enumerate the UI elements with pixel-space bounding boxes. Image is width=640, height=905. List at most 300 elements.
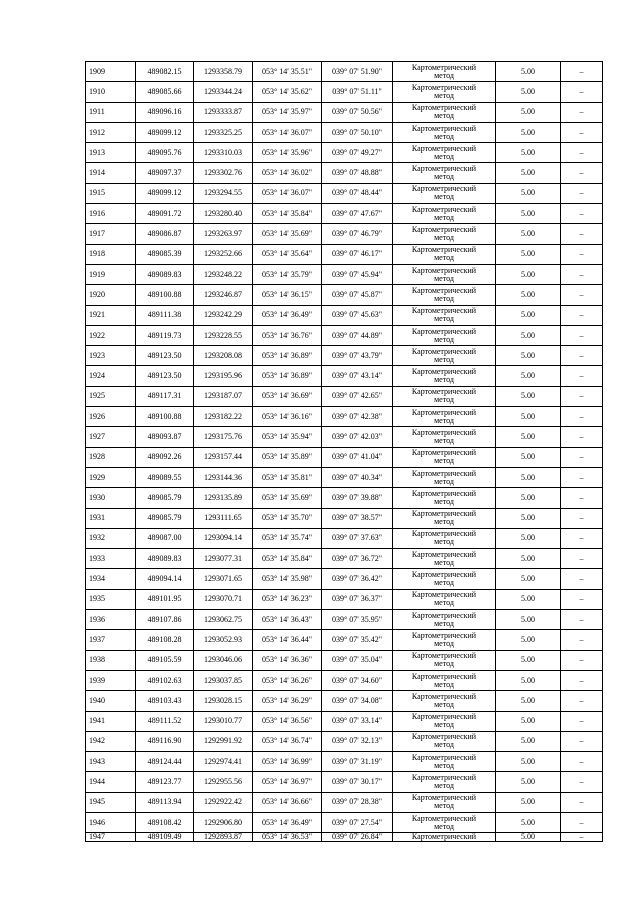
note-cell: –: [561, 102, 603, 122]
note-cell: –: [561, 691, 603, 711]
point-number-cell: 1935: [86, 589, 136, 609]
x-coordinate-cell: 489085.39: [136, 244, 194, 264]
x-coordinate-cell: 489119.73: [136, 325, 194, 345]
accuracy-cell: 5.00: [496, 427, 561, 447]
point-number-cell: 1924: [86, 366, 136, 386]
latitude-cell: 053° 14' 36.36": [253, 650, 322, 670]
method-label-line2: метод: [434, 638, 454, 648]
longitude-cell: 039° 07' 28.38": [322, 792, 393, 812]
y-coordinate-cell: 1293052.93: [194, 630, 253, 650]
y-coordinate-cell: 1293037.85: [194, 670, 253, 690]
note-cell: –: [561, 792, 603, 812]
accuracy-cell: 5.00: [496, 386, 561, 406]
y-coordinate-cell: 1293182.22: [194, 407, 253, 427]
method-label-line2: метод: [434, 233, 454, 243]
method-label-line2: метод: [434, 395, 454, 405]
x-coordinate-cell: 489082.15: [136, 62, 194, 82]
point-number-cell: 1911: [86, 102, 136, 122]
accuracy-cell: 5.00: [496, 610, 561, 630]
longitude-cell: 039° 07' 50.56": [322, 102, 393, 122]
x-coordinate-cell: 489100.88: [136, 285, 194, 305]
method-label-line2: метод: [434, 598, 454, 608]
latitude-cell: 053° 14' 35.64": [253, 244, 322, 264]
method-label-line2: метод: [434, 192, 454, 202]
longitude-cell: 039° 07' 33.14": [322, 711, 393, 731]
method-label-line1: Картометрический: [411, 832, 477, 842]
method-label-line1: Картометрический: [411, 82, 477, 92]
longitude-cell: 039° 07' 36.72": [322, 549, 393, 569]
y-coordinate-cell: 1293111.65: [194, 508, 253, 528]
latitude-cell: 053° 14' 36.07": [253, 122, 322, 142]
longitude-cell: 039° 07' 34.60": [322, 670, 393, 690]
y-coordinate-cell: 1293248.22: [194, 264, 253, 284]
latitude-cell: 053° 14' 36.44": [253, 630, 322, 650]
accuracy-cell: 5.00: [496, 630, 561, 650]
latitude-cell: 053° 14' 36.69": [253, 386, 322, 406]
note-cell: –: [561, 244, 603, 264]
accuracy-cell: 5.00: [496, 183, 561, 203]
longitude-cell: 039° 07' 38.57": [322, 508, 393, 528]
y-coordinate-cell: 1293325.25: [194, 122, 253, 142]
table-row: [86, 62, 603, 82]
method-cell: [393, 386, 496, 406]
method-label-line2: метод: [434, 375, 454, 385]
method-cell: [393, 285, 496, 305]
latitude-cell: 053° 14' 35.97": [253, 102, 322, 122]
table-row: [86, 630, 603, 650]
latitude-cell: 053° 14' 35.89": [253, 447, 322, 467]
method-cell: [393, 589, 496, 609]
y-coordinate-cell: 1292922.42: [194, 792, 253, 812]
latitude-cell: 053° 14' 36.74": [253, 731, 322, 751]
method-label-line1: Картометрический: [411, 184, 477, 194]
note-cell: –: [561, 427, 603, 447]
longitude-cell: 039° 07' 49.27": [322, 143, 393, 163]
x-coordinate-cell: 489123.50: [136, 366, 194, 386]
method-cell: [393, 102, 496, 122]
x-coordinate-cell: 489092.26: [136, 447, 194, 467]
y-coordinate-cell: 1293263.97: [194, 224, 253, 244]
latitude-cell: 053° 14' 35.96": [253, 143, 322, 163]
table-row: [86, 224, 603, 244]
method-label-line1: Картометрический: [411, 204, 477, 214]
point-number-cell: 1939: [86, 670, 136, 690]
table-row: [86, 772, 603, 792]
note-cell: –: [561, 163, 603, 183]
note-cell: –: [561, 62, 603, 82]
latitude-cell: 053° 14' 36.15": [253, 285, 322, 305]
longitude-cell: 039° 07' 51.90": [322, 62, 393, 82]
y-coordinate-cell: 1293344.24: [194, 82, 253, 102]
y-coordinate-cell: 1293062.75: [194, 610, 253, 630]
accuracy-cell: 5.00: [496, 772, 561, 792]
y-coordinate-cell: 1293094.14: [194, 528, 253, 548]
method-label-line1: Картометрический: [411, 813, 477, 823]
point-number-cell: 1916: [86, 204, 136, 224]
accuracy-cell: 5.00: [496, 691, 561, 711]
latitude-cell: 053° 14' 36.53": [253, 833, 322, 842]
latitude-cell: 053° 14' 36.16": [253, 407, 322, 427]
y-coordinate-cell: 1293144.36: [194, 467, 253, 487]
note-cell: –: [561, 528, 603, 548]
x-coordinate-cell: 489124.44: [136, 752, 194, 772]
table-row: [86, 244, 603, 264]
point-number-cell: 1940: [86, 691, 136, 711]
accuracy-cell: 5.00: [496, 122, 561, 142]
note-cell: –: [561, 386, 603, 406]
method-label-line2: метод: [434, 70, 454, 80]
method-label-line1: Картометрический: [411, 752, 477, 762]
method-label-line2: метод: [434, 253, 454, 263]
accuracy-cell: 5.00: [496, 143, 561, 163]
point-number-cell: 1943: [86, 752, 136, 772]
method-label-line2: метод: [434, 659, 454, 669]
method-label-line1: Картометрический: [411, 793, 477, 803]
y-coordinate-cell: 1293280.40: [194, 204, 253, 224]
table-row: [86, 305, 603, 325]
longitude-cell: 039° 07' 48.88": [322, 163, 393, 183]
method-cell: [393, 488, 496, 508]
table-row: [86, 407, 603, 427]
y-coordinate-cell: 1293077.31: [194, 549, 253, 569]
note-cell: –: [561, 589, 603, 609]
method-label-line2: метод: [434, 354, 454, 364]
point-number-cell: 1920: [86, 285, 136, 305]
method-label-line1: Картометрический: [411, 448, 477, 458]
accuracy-cell: 5.00: [496, 589, 561, 609]
accuracy-cell: 5.00: [496, 204, 561, 224]
y-coordinate-cell: 1293046.06: [194, 650, 253, 670]
table-row: [86, 549, 603, 569]
point-number-cell: 1930: [86, 488, 136, 508]
longitude-cell: 039° 07' 35.42": [322, 630, 393, 650]
table-row: [86, 670, 603, 690]
note-cell: –: [561, 650, 603, 670]
latitude-cell: 053° 14' 36.99": [253, 752, 322, 772]
method-label-line2: метод: [434, 273, 454, 283]
note-cell: –: [561, 447, 603, 467]
method-label-line2: метод: [434, 537, 454, 547]
y-coordinate-cell: 1293070.71: [194, 589, 253, 609]
method-label-line2: метод: [434, 456, 454, 466]
method-cell: [393, 244, 496, 264]
method-cell: [393, 204, 496, 224]
method-cell: [393, 366, 496, 386]
x-coordinate-cell: 489086.87: [136, 224, 194, 244]
accuracy-cell: 5.00: [496, 467, 561, 487]
longitude-cell: 039° 07' 50.10": [322, 122, 393, 142]
table-row: [86, 163, 603, 183]
latitude-cell: 053° 14' 35.79": [253, 264, 322, 284]
latitude-cell: 053° 14' 36.23": [253, 589, 322, 609]
method-cell: [393, 467, 496, 487]
note-cell: –: [561, 264, 603, 284]
accuracy-cell: 5.00: [496, 407, 561, 427]
x-coordinate-cell: 489100.88: [136, 407, 194, 427]
point-number-cell: 1925: [86, 386, 136, 406]
point-number-cell: 1912: [86, 122, 136, 142]
x-coordinate-cell: 489085.79: [136, 488, 194, 508]
note-cell: –: [561, 488, 603, 508]
accuracy-cell: 5.00: [496, 650, 561, 670]
table-row: [86, 711, 603, 731]
longitude-cell: 039° 07' 27.54": [322, 812, 393, 832]
longitude-cell: 039° 07' 47.67": [322, 204, 393, 224]
longitude-cell: 039° 07' 48.44": [322, 183, 393, 203]
method-label-line2: метод: [434, 760, 454, 770]
method-cell: [393, 163, 496, 183]
longitude-cell: 039° 07' 39.88": [322, 488, 393, 508]
method-label-line1: Картометрический: [411, 103, 477, 113]
method-cell: [393, 122, 496, 142]
method-cell: [393, 610, 496, 630]
method-label-line2: метод: [434, 679, 454, 689]
method-cell: [393, 264, 496, 284]
method-label-line2: метод: [434, 720, 454, 730]
y-coordinate-cell: 1293242.29: [194, 305, 253, 325]
latitude-cell: 053° 14' 36.29": [253, 691, 322, 711]
latitude-cell: 053° 14' 35.74": [253, 528, 322, 548]
note-cell: –: [561, 143, 603, 163]
latitude-cell: 053° 14' 36.43": [253, 610, 322, 630]
x-coordinate-cell: 489099.12: [136, 122, 194, 142]
longitude-cell: 039° 07' 42.65": [322, 386, 393, 406]
accuracy-cell: 5.00: [496, 569, 561, 589]
x-coordinate-cell: 489089.55: [136, 467, 194, 487]
method-cell: [393, 752, 496, 772]
method-cell: [393, 670, 496, 690]
method-cell: [393, 731, 496, 751]
method-label-line2: метод: [434, 801, 454, 811]
method-label-line1: Картометрический: [411, 285, 477, 295]
point-number-cell: 1917: [86, 224, 136, 244]
method-cell: [393, 772, 496, 792]
method-label-line1: Картометрический: [411, 407, 477, 417]
accuracy-cell: 5.00: [496, 163, 561, 183]
latitude-cell: 053° 14' 35.81": [253, 467, 322, 487]
coordinates-table-body: [86, 62, 603, 842]
longitude-cell: 039° 07' 36.37": [322, 589, 393, 609]
point-number-cell: 1913: [86, 143, 136, 163]
method-cell: [393, 792, 496, 812]
method-label-line2: метод: [434, 435, 454, 445]
x-coordinate-cell: 489108.42: [136, 812, 194, 832]
y-coordinate-cell: 1292974.41: [194, 752, 253, 772]
accuracy-cell: 5.00: [496, 792, 561, 812]
method-cell: [393, 711, 496, 731]
point-number-cell: 1932: [86, 528, 136, 548]
latitude-cell: 053° 14' 35.69": [253, 224, 322, 244]
table-row: [86, 467, 603, 487]
note-cell: –: [561, 285, 603, 305]
method-cell: [393, 630, 496, 650]
method-label-line2: метод: [434, 415, 454, 425]
y-coordinate-cell: 1293028.15: [194, 691, 253, 711]
x-coordinate-cell: 489117.31: [136, 386, 194, 406]
method-label-line2: метод: [434, 496, 454, 506]
accuracy-cell: 5.00: [496, 549, 561, 569]
point-number-cell: 1928: [86, 447, 136, 467]
x-coordinate-cell: 489097.37: [136, 163, 194, 183]
longitude-cell: 039° 07' 42.03": [322, 427, 393, 447]
accuracy-cell: 5.00: [496, 752, 561, 772]
note-cell: –: [561, 305, 603, 325]
method-label-line2: метод: [434, 212, 454, 222]
table-row: [86, 427, 603, 447]
method-cell: [393, 143, 496, 163]
method-label-line2: метод: [434, 90, 454, 100]
point-number-cell: 1936: [86, 610, 136, 630]
accuracy-cell: 5.00: [496, 62, 561, 82]
method-label-line2: метод: [434, 699, 454, 709]
longitude-cell: 039° 07' 34.08": [322, 691, 393, 711]
y-coordinate-cell: 1292991.92: [194, 731, 253, 751]
longitude-cell: 039° 07' 43.14": [322, 366, 393, 386]
latitude-cell: 053° 14' 36.49": [253, 812, 322, 832]
method-label-line1: Картометрический: [411, 468, 477, 478]
method-label-line2: метод: [434, 618, 454, 628]
method-label-line1: Картометрический: [411, 245, 477, 255]
table-row: [86, 447, 603, 467]
x-coordinate-cell: 489093.87: [136, 427, 194, 447]
table-row: [86, 122, 603, 142]
longitude-cell: 039° 07' 46.17": [322, 244, 393, 264]
latitude-cell: 053° 14' 36.49": [253, 305, 322, 325]
point-number-cell: 1914: [86, 163, 136, 183]
method-label-line1: Картометрический: [411, 691, 477, 701]
note-cell: –: [561, 366, 603, 386]
x-coordinate-cell: 489091.72: [136, 204, 194, 224]
x-coordinate-cell: 489094.14: [136, 569, 194, 589]
y-coordinate-cell: 1293358.79: [194, 62, 253, 82]
accuracy-cell: 5.00: [496, 102, 561, 122]
method-cell: [393, 407, 496, 427]
accuracy-cell: 5.00: [496, 346, 561, 366]
accuracy-cell: 5.00: [496, 244, 561, 264]
accuracy-cell: 5.00: [496, 82, 561, 102]
note-cell: –: [561, 711, 603, 731]
y-coordinate-cell: 1292893.87: [194, 833, 253, 842]
method-cell: [393, 549, 496, 569]
method-cell: [393, 346, 496, 366]
point-number-cell: 1918: [86, 244, 136, 264]
note-cell: –: [561, 467, 603, 487]
x-coordinate-cell: 489089.83: [136, 549, 194, 569]
longitude-cell: 039° 07' 36.42": [322, 569, 393, 589]
point-number-cell: 1929: [86, 467, 136, 487]
point-number-cell: 1937: [86, 630, 136, 650]
table-row: [86, 183, 603, 203]
longitude-cell: 039° 07' 35.04": [322, 650, 393, 670]
latitude-cell: 053° 14' 36.76": [253, 325, 322, 345]
table-row: [86, 752, 603, 772]
x-coordinate-cell: 489099.12: [136, 183, 194, 203]
table-row: [86, 792, 603, 812]
note-cell: –: [561, 508, 603, 528]
x-coordinate-cell: 489102.63: [136, 670, 194, 690]
table-row: [86, 569, 603, 589]
method-label-line1: Картометрический: [411, 427, 477, 437]
method-label-line1: Картометрический: [411, 712, 477, 722]
x-coordinate-cell: 489085.79: [136, 508, 194, 528]
table-row: [86, 731, 603, 751]
point-number-cell: 1927: [86, 427, 136, 447]
y-coordinate-cell: 1292955.56: [194, 772, 253, 792]
y-coordinate-cell: 1293310.03: [194, 143, 253, 163]
table-row: [86, 204, 603, 224]
method-label-line1: Картометрический: [411, 570, 477, 580]
x-coordinate-cell: 489107.86: [136, 610, 194, 630]
latitude-cell: 053° 14' 35.51": [253, 62, 322, 82]
y-coordinate-cell: 1293252.66: [194, 244, 253, 264]
latitude-cell: 053° 14' 35.69": [253, 488, 322, 508]
method-label-line1: Картометрический: [411, 164, 477, 174]
point-number-cell: 1919: [86, 264, 136, 284]
table-row: [86, 650, 603, 670]
point-number-cell: 1942: [86, 731, 136, 751]
latitude-cell: 053° 14' 35.84": [253, 204, 322, 224]
latitude-cell: 053° 14' 35.94": [253, 427, 322, 447]
y-coordinate-cell: 1293195.96: [194, 366, 253, 386]
note-cell: –: [561, 122, 603, 142]
accuracy-cell: 5.00: [496, 366, 561, 386]
method-label-line1: Картометрический: [411, 225, 477, 235]
table-row: [86, 264, 603, 284]
note-cell: –: [561, 812, 603, 832]
x-coordinate-cell: 489113.94: [136, 792, 194, 812]
point-number-cell: 1921: [86, 305, 136, 325]
x-coordinate-cell: 489109.49: [136, 833, 194, 842]
method-label-line1: Картометрический: [411, 367, 477, 377]
table-row: [86, 285, 603, 305]
x-coordinate-cell: 489123.77: [136, 772, 194, 792]
method-label-line1: Картометрический: [411, 62, 477, 72]
longitude-cell: 039° 07' 31.19": [322, 752, 393, 772]
accuracy-cell: 5.00: [496, 224, 561, 244]
latitude-cell: 053° 14' 35.70": [253, 508, 322, 528]
note-cell: –: [561, 610, 603, 630]
table-row: [86, 82, 603, 102]
latitude-cell: 053° 14' 36.56": [253, 711, 322, 731]
method-cell: [393, 62, 496, 82]
x-coordinate-cell: 489096.16: [136, 102, 194, 122]
latitude-cell: 053° 14' 36.66": [253, 792, 322, 812]
table-row: [86, 812, 603, 832]
table-row: [86, 691, 603, 711]
method-cell: [393, 691, 496, 711]
longitude-cell: 039° 07' 51.11": [322, 82, 393, 102]
latitude-cell: 053° 14' 36.26": [253, 670, 322, 690]
method-label-line1: Картометрический: [411, 651, 477, 661]
x-coordinate-cell: 489085.66: [136, 82, 194, 102]
note-cell: –: [561, 346, 603, 366]
note-cell: –: [561, 630, 603, 650]
accuracy-cell: 5.00: [496, 305, 561, 325]
latitude-cell: 053° 14' 36.02": [253, 163, 322, 183]
x-coordinate-cell: 489087.00: [136, 528, 194, 548]
x-coordinate-cell: 489108.28: [136, 630, 194, 650]
table-row: [86, 508, 603, 528]
method-label-line1: Картометрический: [411, 306, 477, 316]
table-row: [86, 386, 603, 406]
note-cell: –: [561, 325, 603, 345]
y-coordinate-cell: 1293135.89: [194, 488, 253, 508]
point-number-cell: 1934: [86, 569, 136, 589]
accuracy-cell: 5.00: [496, 325, 561, 345]
method-label-line1: Картометрический: [411, 387, 477, 397]
method-label-line2: метод: [434, 172, 454, 182]
method-label-line2: метод: [434, 476, 454, 486]
